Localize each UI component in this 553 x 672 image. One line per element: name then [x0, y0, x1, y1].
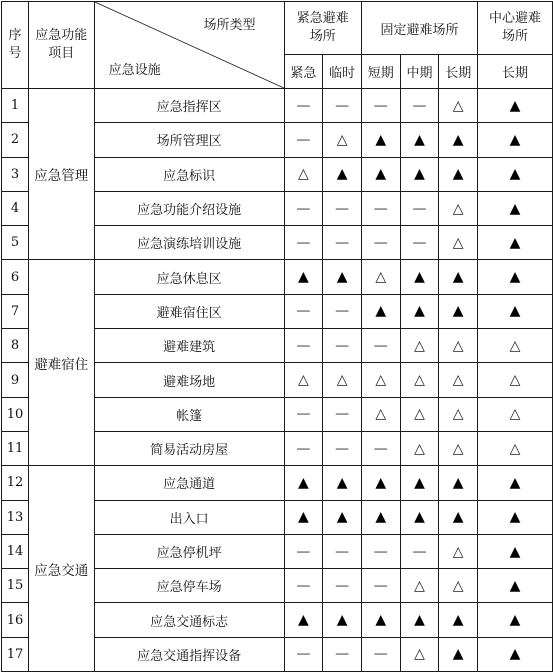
filled-triangle-icon: ▲ [478, 123, 553, 157]
open-triangle-icon: △ [478, 363, 553, 397]
facility-name: 帐篷 [94, 397, 284, 431]
facility-name: 出入口 [94, 500, 284, 534]
facility-name: 场所管理区 [94, 123, 284, 157]
dash-mark: — [284, 431, 323, 465]
filled-triangle-icon: ▲ [361, 123, 400, 157]
facility-name: 应急交通标志 [94, 603, 284, 637]
open-triangle-icon: △ [439, 431, 478, 465]
function-group: 应急管理 [28, 89, 94, 260]
filled-triangle-icon: ▲ [323, 157, 362, 191]
dash-mark: — [323, 294, 362, 328]
filled-triangle-icon: ▲ [284, 500, 323, 534]
dash-mark: — [284, 123, 323, 157]
open-triangle-icon: △ [439, 569, 478, 603]
filled-triangle-icon: ▲ [439, 260, 478, 294]
open-triangle-icon: △ [439, 226, 478, 260]
dash-mark: — [361, 89, 400, 123]
row-number: 14 [2, 534, 29, 568]
row-number: 2 [2, 123, 29, 157]
row-number: 9 [2, 363, 29, 397]
row-number: 10 [2, 397, 29, 431]
filled-triangle-icon: ▲ [400, 260, 439, 294]
function-group: 应急交通 [28, 466, 94, 672]
dash-mark: — [361, 226, 400, 260]
facility-name: 应急停车场 [94, 569, 284, 603]
facility-name: 应急交通指挥设备 [94, 637, 284, 671]
facility-name: 简易活动房屋 [94, 431, 284, 465]
facility-name: 避难场地 [94, 363, 284, 397]
open-triangle-icon: △ [439, 363, 478, 397]
filled-triangle-icon: ▲ [400, 294, 439, 328]
filled-triangle-icon: ▲ [478, 157, 553, 191]
filled-triangle-icon: ▲ [400, 500, 439, 534]
filled-triangle-icon: ▲ [323, 466, 362, 500]
filled-triangle-icon: ▲ [439, 603, 478, 637]
facility-name: 避难宿住区 [94, 294, 284, 328]
dash-mark: — [284, 191, 323, 225]
dash-mark: — [361, 569, 400, 603]
dash-mark: — [361, 431, 400, 465]
header-function-item: 应急功能项目 [28, 2, 94, 89]
open-triangle-icon: △ [439, 329, 478, 363]
filled-triangle-icon: ▲ [478, 534, 553, 568]
filled-triangle-icon: ▲ [439, 500, 478, 534]
dash-mark: — [284, 397, 323, 431]
filled-triangle-icon: ▲ [439, 466, 478, 500]
open-triangle-icon: △ [400, 329, 439, 363]
function-group: 避难宿住 [28, 260, 94, 466]
filled-triangle-icon: ▲ [400, 123, 439, 157]
dash-mark: — [323, 329, 362, 363]
header-diagonal-cell [94, 2, 284, 89]
row-number: 6 [2, 260, 29, 294]
row-number: 7 [2, 294, 29, 328]
subheader-3: 中期 [400, 55, 439, 89]
filled-triangle-icon: ▲ [284, 603, 323, 637]
filled-triangle-icon: ▲ [478, 569, 553, 603]
open-triangle-icon: △ [400, 363, 439, 397]
open-triangle-icon: △ [361, 397, 400, 431]
dash-mark: — [323, 191, 362, 225]
header-facility: 应急设施 [108, 63, 161, 78]
emergency-facility-table [1, 1, 553, 672]
filled-triangle-icon: ▲ [478, 500, 553, 534]
dash-mark: — [400, 191, 439, 225]
open-triangle-icon: △ [478, 329, 553, 363]
row-number: 11 [2, 431, 29, 465]
facility-name: 应急通道 [94, 466, 284, 500]
dash-mark: — [361, 191, 400, 225]
row-number: 17 [2, 637, 29, 671]
dash-mark: — [400, 89, 439, 123]
filled-triangle-icon: ▲ [439, 123, 478, 157]
subheader-5: 长期 [478, 55, 553, 89]
dash-mark: — [323, 226, 362, 260]
row-number: 16 [2, 603, 29, 637]
filled-triangle-icon: ▲ [400, 603, 439, 637]
filled-triangle-icon: ▲ [478, 191, 553, 225]
subheader-1: 临时 [323, 55, 362, 89]
filled-triangle-icon: ▲ [323, 603, 362, 637]
open-triangle-icon: △ [400, 637, 439, 671]
filled-triangle-icon: ▲ [361, 466, 400, 500]
row-number: 4 [2, 191, 29, 225]
row-number: 15 [2, 569, 29, 603]
dash-mark: — [323, 397, 362, 431]
open-triangle-icon: △ [361, 260, 400, 294]
subheader-4: 长期 [439, 55, 478, 89]
facility-name: 应急停机坪 [94, 534, 284, 568]
row-number: 13 [2, 500, 29, 534]
filled-triangle-icon: ▲ [323, 260, 362, 294]
open-triangle-icon: △ [284, 157, 323, 191]
open-triangle-icon: △ [400, 431, 439, 465]
open-triangle-icon: △ [284, 363, 323, 397]
filled-triangle-icon: ▲ [400, 466, 439, 500]
open-triangle-icon: △ [361, 363, 400, 397]
dash-mark: — [323, 569, 362, 603]
dash-mark: — [361, 637, 400, 671]
filled-triangle-icon: ▲ [439, 294, 478, 328]
row-number: 3 [2, 157, 29, 191]
filled-triangle-icon: ▲ [478, 260, 553, 294]
dash-mark: — [284, 569, 323, 603]
table-row [2, 260, 553, 294]
dash-mark: — [400, 226, 439, 260]
header-place-type: 场所类型 [203, 18, 256, 33]
open-triangle-icon: △ [323, 123, 362, 157]
open-triangle-icon: △ [439, 191, 478, 225]
open-triangle-icon: △ [439, 534, 478, 568]
filled-triangle-icon: ▲ [284, 260, 323, 294]
dash-mark: — [284, 294, 323, 328]
open-triangle-icon: △ [323, 363, 362, 397]
filled-triangle-icon: ▲ [478, 226, 553, 260]
dash-mark: — [323, 637, 362, 671]
table-row [2, 89, 553, 123]
facility-name: 应急功能介绍设施 [94, 191, 284, 225]
dash-mark: — [361, 534, 400, 568]
row-number: 12 [2, 466, 29, 500]
row-number: 1 [2, 89, 29, 123]
filled-triangle-icon: ▲ [323, 500, 362, 534]
dash-mark: — [400, 534, 439, 568]
facility-name: 应急指挥区 [94, 89, 284, 123]
facility-name: 避难建筑 [94, 329, 284, 363]
dash-mark: — [284, 89, 323, 123]
dash-mark: — [284, 637, 323, 671]
dash-mark: — [284, 329, 323, 363]
facility-name: 应急标识 [94, 157, 284, 191]
filled-triangle-icon: ▲ [478, 466, 553, 500]
row-number: 8 [2, 329, 29, 363]
header-emergency-shelter: 紧急避难场所 [284, 2, 361, 55]
dash-mark: — [323, 431, 362, 465]
dash-mark: — [361, 329, 400, 363]
filled-triangle-icon: ▲ [361, 157, 400, 191]
facility-name: 应急演练培训设施 [94, 226, 284, 260]
filled-triangle-icon: ▲ [439, 637, 478, 671]
open-triangle-icon: △ [400, 397, 439, 431]
open-triangle-icon: △ [478, 397, 553, 431]
row-number: 5 [2, 226, 29, 260]
header-fixed-shelter: 固定避难场所 [361, 2, 477, 55]
table-row [2, 466, 553, 500]
open-triangle-icon: △ [439, 397, 478, 431]
open-triangle-icon: △ [478, 431, 553, 465]
dash-mark: — [284, 226, 323, 260]
dash-mark: — [284, 534, 323, 568]
subheader-0: 紧急 [284, 55, 323, 89]
filled-triangle-icon: ▲ [400, 157, 439, 191]
filled-triangle-icon: ▲ [284, 466, 323, 500]
filled-triangle-icon: ▲ [361, 294, 400, 328]
filled-triangle-icon: ▲ [478, 603, 553, 637]
header-center-shelter: 中心避难场所 [478, 2, 553, 55]
facility-name: 应急休息区 [94, 260, 284, 294]
filled-triangle-icon: ▲ [478, 89, 553, 123]
dash-mark: — [323, 89, 362, 123]
filled-triangle-icon: ▲ [478, 637, 553, 671]
filled-triangle-icon: ▲ [361, 603, 400, 637]
open-triangle-icon: △ [400, 569, 439, 603]
dash-mark: — [323, 534, 362, 568]
subheader-2: 短期 [361, 55, 400, 89]
filled-triangle-icon: ▲ [439, 157, 478, 191]
header-seq: 序号 [2, 2, 29, 89]
open-triangle-icon: △ [439, 89, 478, 123]
filled-triangle-icon: ▲ [478, 294, 553, 328]
filled-triangle-icon: ▲ [361, 500, 400, 534]
